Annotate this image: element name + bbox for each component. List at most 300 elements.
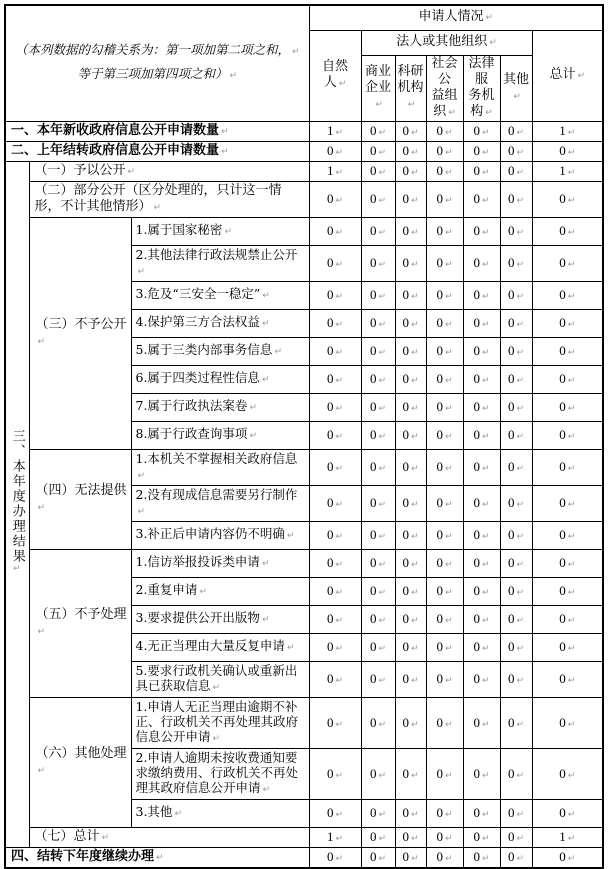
table-row — [5, 549, 603, 577]
value-cell — [463, 799, 500, 827]
value-text: 0 ↵ — [436, 163, 452, 178]
value-text: 0 ↵ — [473, 583, 489, 598]
value-text: 0 ↵ — [559, 191, 575, 206]
item-label — [131, 748, 309, 799]
value-cell — [463, 281, 500, 309]
item-label — [131, 697, 309, 748]
value-cell — [309, 421, 361, 449]
value-text: 0 ↵ — [370, 399, 386, 414]
item-label-text: 5.要求行政机关确认或重新出具已获取信息 ↵ — [136, 663, 298, 693]
value-cell — [361, 485, 395, 521]
item-label — [131, 633, 309, 661]
value-text: 0 ↵ — [327, 427, 343, 442]
row-label-text: （七）总计 ↵ — [35, 829, 110, 844]
value-text: 0 ↵ — [508, 399, 524, 414]
value-text: 0 ↵ — [559, 143, 575, 158]
value-text: 0 ↵ — [559, 287, 575, 302]
value-text: 0 ↵ — [559, 315, 575, 330]
value-text: 0 ↵ — [559, 371, 575, 386]
value-cell — [463, 141, 500, 161]
value-cell — [426, 281, 463, 309]
table-row — [5, 181, 603, 217]
item-label — [131, 281, 309, 309]
item-label — [131, 549, 309, 577]
value-cell — [309, 485, 361, 521]
value-cell — [532, 121, 603, 141]
item-label — [131, 577, 309, 605]
item-label-text: 8.属于行政查询事项 ↵ — [136, 426, 257, 441]
value-text: 0 ↵ — [402, 715, 418, 730]
value-text: 0 ↵ — [559, 427, 575, 442]
value-cell — [500, 309, 532, 337]
value-cell — [532, 161, 603, 181]
value-text: 0 ↵ — [473, 805, 489, 820]
value-text: 0 ↵ — [473, 715, 489, 730]
value-cell — [426, 485, 463, 521]
value-cell — [532, 549, 603, 577]
value-cell — [500, 337, 532, 365]
value-cell — [426, 309, 463, 337]
value-cell — [309, 521, 361, 549]
value-cell — [309, 337, 361, 365]
value-text: 0 ↵ — [370, 583, 386, 598]
value-cell — [463, 748, 500, 799]
value-cell — [463, 521, 500, 549]
value-text: 0 ↵ — [370, 287, 386, 302]
value-text: 0 ↵ — [327, 805, 343, 820]
value-cell — [426, 605, 463, 633]
value-cell — [463, 827, 500, 847]
value-cell — [309, 309, 361, 337]
value-text: 0 ↵ — [402, 287, 418, 302]
value-cell — [532, 309, 603, 337]
value-cell — [309, 449, 361, 485]
value-text: 0 ↵ — [402, 639, 418, 654]
value-cell — [500, 748, 532, 799]
value-cell — [500, 217, 532, 245]
value-cell — [463, 633, 500, 661]
value-cell — [395, 605, 426, 633]
value-text: 0 ↵ — [327, 191, 343, 206]
value-cell — [532, 281, 603, 309]
value-text: 0 ↵ — [559, 527, 575, 542]
value-text: 0 ↵ — [402, 163, 418, 178]
reconciliation-note-cell — [5, 5, 309, 121]
item-label-text: 3.危及“三安全一稳定” ↵ — [136, 286, 270, 301]
value-text: 0 ↵ — [370, 849, 386, 864]
item-label — [131, 337, 309, 365]
value-text: 0 ↵ — [370, 143, 386, 158]
value-cell — [426, 827, 463, 847]
value-cell — [500, 245, 532, 281]
value-text: 0 ↵ — [370, 191, 386, 206]
item-label — [131, 421, 309, 449]
value-text: 0 ↵ — [370, 495, 386, 510]
value-cell — [395, 245, 426, 281]
value-text: 0 ↵ — [508, 143, 524, 158]
value-cell — [309, 549, 361, 577]
category-label — [29, 217, 131, 449]
header-label-line: 务机构 ↵ — [465, 88, 499, 121]
value-text: 0 ↵ — [370, 671, 386, 686]
item-label — [131, 365, 309, 393]
value-text: 0 ↵ — [436, 427, 452, 442]
value-cell — [309, 141, 361, 161]
item-label — [131, 309, 309, 337]
value-text: 0 ↵ — [436, 639, 452, 654]
value-text: 0 ↵ — [370, 805, 386, 820]
item-label — [131, 485, 309, 521]
org-type-header-other — [500, 55, 532, 121]
value-text: 0 ↵ — [508, 639, 524, 654]
value-text: 0 ↵ — [327, 555, 343, 570]
org-type-header-legal-service — [463, 55, 500, 121]
item-label-text: 1.本机关不掌握相关政府信息 ↵ — [136, 451, 298, 481]
value-text: 0 ↵ — [327, 143, 343, 158]
document-page — [0, 4, 608, 869]
value-text: 0 ↵ — [559, 459, 575, 474]
table-row — [5, 449, 603, 485]
value-cell — [463, 549, 500, 577]
value-cell — [395, 577, 426, 605]
value-cell — [309, 245, 361, 281]
item-label-text: 3.要求提供公开出版物 ↵ — [136, 610, 270, 625]
table-row — [5, 697, 603, 748]
value-cell — [361, 161, 395, 181]
value-text: 0 ↵ — [473, 611, 489, 626]
value-text: 0 ↵ — [473, 143, 489, 158]
value-text: 0 ↵ — [436, 527, 452, 542]
value-text: 0 ↵ — [559, 671, 575, 686]
value-cell — [463, 605, 500, 633]
value-text: 0 ↵ — [508, 315, 524, 330]
value-text: 0 ↵ — [508, 459, 524, 474]
value-cell — [361, 141, 395, 161]
item-label-text: 5.属于三类内部事务信息 ↵ — [136, 342, 282, 357]
value-cell — [395, 748, 426, 799]
header-label-line: 自然 — [321, 59, 348, 74]
value-text: 0 ↵ — [559, 639, 575, 654]
value-cell — [361, 577, 395, 605]
item-label — [131, 449, 309, 485]
value-cell — [463, 847, 500, 868]
value-text: 0 ↵ — [402, 223, 418, 238]
value-cell — [463, 577, 500, 605]
value-cell — [361, 181, 395, 217]
value-text: 0 ↵ — [402, 371, 418, 386]
value-text: 0 ↵ — [327, 766, 343, 781]
value-cell — [532, 217, 603, 245]
table-row — [5, 827, 603, 847]
value-cell — [463, 245, 500, 281]
value-cell — [395, 633, 426, 661]
table-row — [5, 121, 603, 141]
value-cell — [395, 393, 426, 421]
value-cell — [500, 181, 532, 217]
value-cell — [361, 847, 395, 868]
value-cell — [500, 577, 532, 605]
value-text: 0 ↵ — [508, 671, 524, 686]
value-cell — [426, 217, 463, 245]
header-label-line: 人 ↵ — [311, 75, 360, 92]
value-cell — [532, 181, 603, 217]
item-label-text: 2.重复申请 ↵ — [136, 582, 207, 597]
value-text: 0 ↵ — [327, 527, 343, 542]
value-cell — [532, 799, 603, 827]
value-cell — [532, 605, 603, 633]
value-cell — [361, 393, 395, 421]
value-text: 0 ↵ — [402, 191, 418, 206]
value-cell — [532, 633, 603, 661]
section-three-label-text: 三、本年度办理结果 ↵ — [8, 429, 27, 576]
value-cell — [361, 697, 395, 748]
item-label-text: 2.其他法律行政法规禁止公开 ↵ — [136, 247, 298, 277]
value-text: 0 ↵ — [473, 849, 489, 864]
value-text: 0 ↵ — [327, 371, 343, 386]
value-text: 0 ↵ — [559, 343, 575, 358]
value-cell — [361, 799, 395, 827]
row-label — [29, 161, 309, 181]
value-text: 0 ↵ — [559, 849, 575, 864]
value-cell — [463, 161, 500, 181]
legal-org-header — [361, 30, 532, 55]
value-text: 0 ↵ — [436, 715, 452, 730]
value-cell — [309, 181, 361, 217]
value-cell — [500, 485, 532, 521]
value-cell — [532, 393, 603, 421]
category-label-text: （四）无法提供 ↵ — [36, 483, 127, 514]
value-cell — [361, 633, 395, 661]
row-label-text: 一、本年新收政府信息公开申请数量 ↵ — [11, 123, 229, 138]
item-label-text: 1.属于国家秘密 ↵ — [136, 222, 232, 237]
value-text: 0 ↵ — [473, 287, 489, 302]
value-text: 0 ↵ — [473, 555, 489, 570]
row-label — [29, 181, 309, 217]
value-cell — [395, 121, 426, 141]
value-text: 0 ↵ — [402, 805, 418, 820]
item-label-text: 2.没有现成信息需要另行制作 ↵ — [136, 487, 298, 517]
value-cell — [463, 337, 500, 365]
row-label — [29, 827, 309, 847]
value-cell — [426, 161, 463, 181]
value-text: 0 ↵ — [327, 315, 343, 330]
value-text: 0 ↵ — [436, 343, 452, 358]
table-row — [5, 141, 603, 161]
value-cell — [463, 181, 500, 217]
applicant-status-header — [309, 5, 603, 30]
value-cell — [426, 847, 463, 868]
value-text: 0 ↵ — [436, 805, 452, 820]
value-text: 0 ↵ — [402, 583, 418, 598]
applicant-status-header-text: 申请人情况 ↵ — [419, 9, 494, 24]
value-text: 0 ↵ — [370, 163, 386, 178]
value-cell — [500, 161, 532, 181]
value-text: 0 ↵ — [402, 555, 418, 570]
table-row — [5, 161, 603, 181]
item-label — [131, 245, 309, 281]
item-label — [131, 799, 309, 827]
value-text: 0 ↵ — [473, 527, 489, 542]
header-label-line: 社会公 — [431, 55, 458, 87]
value-cell — [500, 393, 532, 421]
value-cell — [426, 577, 463, 605]
value-text: 0 ↵ — [508, 766, 524, 781]
value-text: 0 ↵ — [370, 255, 386, 270]
value-text: 0 ↵ — [370, 315, 386, 330]
value-text: 0 ↵ — [402, 343, 418, 358]
value-text: 1 ↵ — [327, 123, 343, 138]
value-cell — [309, 577, 361, 605]
value-text: 0 ↵ — [402, 143, 418, 158]
value-text: 0 ↵ — [402, 671, 418, 686]
value-text: 0 ↵ — [327, 287, 343, 302]
value-text: 0 ↵ — [559, 255, 575, 270]
value-text: 0 ↵ — [370, 715, 386, 730]
value-cell — [500, 661, 532, 697]
value-cell — [426, 549, 463, 577]
value-text: 0 ↵ — [402, 766, 418, 781]
value-cell — [532, 421, 603, 449]
value-text: 0 ↵ — [559, 555, 575, 570]
value-cell — [426, 633, 463, 661]
header-label-line: 企业 ↵ — [363, 80, 394, 113]
value-text: 0 ↵ — [508, 715, 524, 730]
value-text: 0 ↵ — [508, 495, 524, 510]
value-cell — [309, 827, 361, 847]
value-text: 0 ↵ — [370, 639, 386, 654]
value-text: 0 ↵ — [370, 829, 386, 844]
category-label-text: （三）不予公开 ↵ — [36, 317, 127, 348]
value-text: 0 ↵ — [402, 849, 418, 864]
value-text: 0 ↵ — [327, 639, 343, 654]
value-cell — [395, 485, 426, 521]
value-text: 0 ↵ — [473, 766, 489, 781]
item-label-text: 4.保护第三方合法权益 ↵ — [136, 314, 270, 329]
value-cell — [395, 217, 426, 245]
value-text: 0 ↵ — [473, 191, 489, 206]
item-label — [131, 521, 309, 549]
note-line-2: 等于第三项加第四项之和） ↵ — [8, 63, 307, 87]
row-label — [5, 121, 309, 141]
value-text: 0 ↵ — [327, 715, 343, 730]
value-text: 0 ↵ — [508, 287, 524, 302]
value-cell — [426, 449, 463, 485]
item-label — [131, 661, 309, 697]
value-text: 0 ↵ — [327, 343, 343, 358]
value-text: 0 ↵ — [327, 849, 343, 864]
value-cell — [426, 365, 463, 393]
value-text: 0 ↵ — [402, 123, 418, 138]
value-text: 0 ↵ — [370, 123, 386, 138]
value-text: 0 ↵ — [559, 766, 575, 781]
value-text: 0 ↵ — [508, 427, 524, 442]
value-cell — [463, 121, 500, 141]
value-text: 0 ↵ — [402, 427, 418, 442]
value-cell — [463, 485, 500, 521]
value-cell — [426, 181, 463, 217]
value-cell — [395, 141, 426, 161]
value-cell — [309, 365, 361, 393]
value-cell — [426, 748, 463, 799]
value-cell — [395, 181, 426, 217]
value-text: 0 ↵ — [508, 805, 524, 820]
value-cell — [500, 633, 532, 661]
header-label-line: 商业 — [364, 63, 391, 79]
value-text: 0 ↵ — [559, 715, 575, 730]
category-label-text: （五）不予处理 ↵ — [36, 607, 127, 638]
note-line-1: （本列数据的勾稽关系为：第一项加第二项之和， ↵ — [8, 39, 307, 63]
value-cell — [361, 449, 395, 485]
value-cell — [426, 245, 463, 281]
value-cell — [309, 281, 361, 309]
value-cell — [361, 605, 395, 633]
value-text: 0 ↵ — [508, 849, 524, 864]
value-cell — [361, 365, 395, 393]
value-cell — [500, 799, 532, 827]
row-label-text: （一）予以公开 ↵ — [35, 163, 136, 178]
value-cell — [463, 365, 500, 393]
value-text: 0 ↵ — [473, 459, 489, 474]
value-text: 0 ↵ — [436, 611, 452, 626]
value-text: 0 ↵ — [508, 555, 524, 570]
value-cell — [395, 827, 426, 847]
value-cell — [500, 697, 532, 748]
item-label-text: 1.信访举报投诉类申请 ↵ — [136, 554, 270, 569]
value-cell — [463, 449, 500, 485]
value-cell — [532, 697, 603, 748]
item-label-text: 3.补正后申请内容仍不明确 ↵ — [136, 526, 295, 541]
value-cell — [426, 799, 463, 827]
item-label-text: 4.无正当理由大量反复申请 ↵ — [136, 638, 295, 653]
value-text: 0 ↵ — [327, 671, 343, 686]
value-text: 0 ↵ — [436, 143, 452, 158]
table-row — [5, 217, 603, 245]
value-text: 0 ↵ — [473, 495, 489, 510]
value-text: 0 ↵ — [436, 583, 452, 598]
value-text: 0 ↵ — [402, 255, 418, 270]
value-cell — [500, 421, 532, 449]
value-text: 0 ↵ — [402, 495, 418, 510]
item-label — [131, 393, 309, 421]
item-label-text: 7.属于行政执法案卷 ↵ — [136, 398, 257, 413]
value-cell — [395, 161, 426, 181]
value-cell — [463, 661, 500, 697]
value-text: 0 ↵ — [436, 287, 452, 302]
value-text: 0 ↵ — [508, 583, 524, 598]
value-text: 0 ↵ — [508, 611, 524, 626]
value-text: 0 ↵ — [370, 555, 386, 570]
value-cell — [500, 449, 532, 485]
row-label — [5, 141, 309, 161]
value-text: 0 ↵ — [473, 399, 489, 414]
value-text: 1 ↵ — [327, 829, 343, 844]
value-cell — [500, 605, 532, 633]
table-row — [5, 847, 603, 868]
value-cell — [500, 281, 532, 309]
value-text: 0 ↵ — [508, 371, 524, 386]
value-cell — [395, 521, 426, 549]
category-label-text: （六）其他处理 ↵ — [36, 746, 127, 777]
value-text: 1 ↵ — [559, 123, 575, 138]
value-cell — [463, 421, 500, 449]
value-text: 0 ↵ — [473, 343, 489, 358]
value-cell — [395, 309, 426, 337]
value-cell — [309, 661, 361, 697]
value-cell — [309, 393, 361, 421]
value-text: 0 ↵ — [508, 163, 524, 178]
value-cell — [426, 393, 463, 421]
value-text: 0 ↵ — [402, 459, 418, 474]
